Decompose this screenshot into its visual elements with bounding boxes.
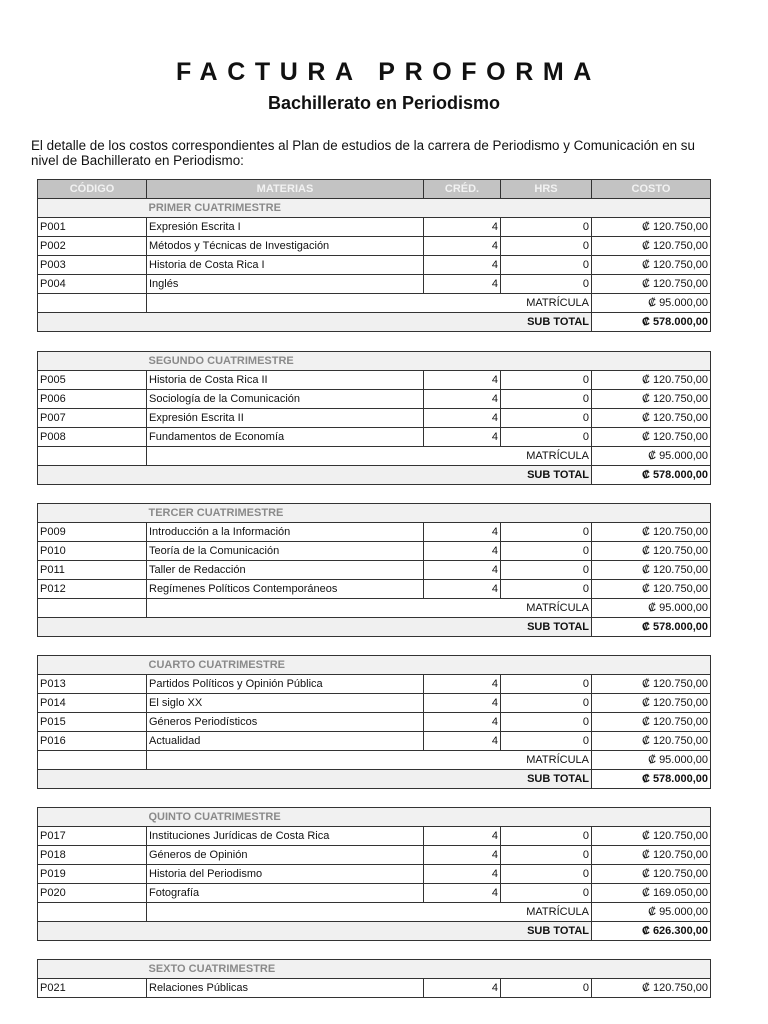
course-credits: 4 — [424, 580, 501, 599]
course-credits: 4 — [424, 561, 501, 580]
semester-title-row — [38, 960, 711, 979]
course-hours: 0 — [501, 523, 592, 542]
course-hours: 0 — [501, 409, 592, 428]
matricula-label: MATRÍCULA — [501, 447, 592, 466]
course-subject: Fotografía — [147, 884, 424, 903]
course-code: P008 — [38, 428, 147, 447]
semester-title: QUINTO CUATRIMESTRE — [147, 808, 592, 827]
course-subject: Historia de Costa Rica I — [147, 256, 424, 275]
course-row — [38, 523, 711, 542]
course-hours: 0 — [501, 542, 592, 561]
course-credits: 4 — [424, 256, 501, 275]
course-hours: 0 — [501, 865, 592, 884]
course-code: P020 — [38, 884, 147, 903]
course-cost: ₡ 120.750,00 — [592, 409, 711, 428]
matricula-label: MATRÍCULA — [501, 903, 592, 922]
course-credits: 4 — [424, 390, 501, 409]
course-code: P009 — [38, 523, 147, 542]
semester-table — [37, 351, 711, 485]
column-header-row — [38, 180, 711, 199]
course-hours: 0 — [501, 371, 592, 390]
course-cost: ₡ 120.750,00 — [592, 390, 711, 409]
course-code: P002 — [38, 237, 147, 256]
course-hours: 0 — [501, 256, 592, 275]
course-credits: 4 — [424, 218, 501, 237]
course-hours: 0 — [501, 675, 592, 694]
semester-title: TERCER CUATRIMESTRE — [147, 504, 592, 523]
course-row — [38, 713, 711, 732]
course-code: P010 — [38, 542, 147, 561]
subtotal-value: ₡ 578.000,00 — [592, 618, 711, 637]
course-code: P019 — [38, 865, 147, 884]
semester-title: CUARTO CUATRIMESTRE — [147, 656, 592, 675]
subtotal-row — [38, 618, 711, 637]
course-row — [38, 979, 711, 998]
course-credits: 4 — [424, 979, 501, 998]
course-hours: 0 — [501, 390, 592, 409]
subtotal-label: SUB TOTAL — [501, 618, 592, 637]
semester-title-row — [38, 199, 711, 218]
course-subject: Partidos Políticos y Opinión Pública — [147, 675, 424, 694]
course-row — [38, 542, 711, 561]
subtotal-label: SUB TOTAL — [501, 922, 592, 941]
course-code: P013 — [38, 675, 147, 694]
matricula-value: ₡ 95.000,00 — [592, 294, 711, 313]
course-row — [38, 237, 711, 256]
course-code: P021 — [38, 979, 147, 998]
subtotal-value: ₡ 626.300,00 — [592, 922, 711, 941]
subtotal-label: SUB TOTAL — [501, 313, 592, 332]
matricula-row — [38, 751, 711, 770]
course-code: P018 — [38, 846, 147, 865]
course-cost: ₡ 120.750,00 — [592, 371, 711, 390]
course-code: P003 — [38, 256, 147, 275]
matricula-row — [38, 447, 711, 466]
course-code: P014 — [38, 694, 147, 713]
course-code: P007 — [38, 409, 147, 428]
course-subject: Historia del Periodismo — [147, 865, 424, 884]
course-subject: Expresión Escrita II — [147, 409, 424, 428]
course-hours: 0 — [501, 580, 592, 599]
semester-title-row — [38, 352, 711, 371]
course-cost: ₡ 120.750,00 — [592, 580, 711, 599]
subtotal-row — [38, 466, 711, 485]
course-hours: 0 — [501, 846, 592, 865]
semester-table — [37, 807, 711, 941]
course-subject: Sociología de la Comunicación — [147, 390, 424, 409]
matricula-row — [38, 599, 711, 618]
course-credits: 4 — [424, 371, 501, 390]
course-subject: Instituciones Jurídicas de Costa Rica — [147, 827, 424, 846]
semester-table — [37, 503, 711, 637]
course-subject: Métodos y Técnicas de Investigación — [147, 237, 424, 256]
course-code: P015 — [38, 713, 147, 732]
semester-title-row — [38, 656, 711, 675]
intro-paragraph: El detalle de los costos correspondientes al Plan de estudios de la carrera de Periodismo y Comunicación en su nivel de Bachillerato en Periodismo: — [31, 138, 695, 168]
column-header-horas: HRS — [501, 180, 592, 199]
course-code: P004 — [38, 275, 147, 294]
course-row — [38, 846, 711, 865]
course-cost: ₡ 120.750,00 — [592, 846, 711, 865]
course-row — [38, 732, 711, 751]
course-row — [38, 561, 711, 580]
course-credits: 4 — [424, 694, 501, 713]
subtotal-value: ₡ 578.000,00 — [592, 770, 711, 789]
course-hours: 0 — [501, 218, 592, 237]
course-cost: ₡ 120.750,00 — [592, 675, 711, 694]
course-subject: Fundamentos de Economía — [147, 428, 424, 447]
course-hours: 0 — [501, 237, 592, 256]
course-hours: 0 — [501, 713, 592, 732]
course-cost: ₡ 120.750,00 — [592, 561, 711, 580]
semester-table — [37, 959, 711, 998]
semester-title-row — [38, 504, 711, 523]
semester-title: SEGUNDO CUATRIMESTRE — [147, 352, 592, 371]
course-cost: ₡ 120.750,00 — [592, 275, 711, 294]
course-row — [38, 865, 711, 884]
course-cost: ₡ 120.750,00 — [592, 732, 711, 751]
course-cost: ₡ 120.750,00 — [592, 523, 711, 542]
semester-title: PRIMER CUATRIMESTRE — [147, 199, 592, 218]
course-hours: 0 — [501, 561, 592, 580]
course-credits: 4 — [424, 827, 501, 846]
semester-title-row — [38, 808, 711, 827]
course-subject: Relaciones Públicas — [147, 979, 424, 998]
course-row — [38, 884, 711, 903]
course-row — [38, 275, 711, 294]
course-cost: ₡ 120.750,00 — [592, 865, 711, 884]
course-hours: 0 — [501, 732, 592, 751]
course-code: P005 — [38, 371, 147, 390]
course-credits: 4 — [424, 275, 501, 294]
subtotal-row — [38, 770, 711, 789]
course-hours: 0 — [501, 428, 592, 447]
course-credits: 4 — [424, 865, 501, 884]
course-credits: 4 — [424, 428, 501, 447]
course-subject: Actualidad — [147, 732, 424, 751]
course-credits: 4 — [424, 675, 501, 694]
course-hours: 0 — [501, 275, 592, 294]
subtotal-row — [38, 313, 711, 332]
matricula-label: MATRÍCULA — [501, 294, 592, 313]
course-cost: ₡ 120.750,00 — [592, 237, 711, 256]
course-credits: 4 — [424, 237, 501, 256]
course-hours: 0 — [501, 827, 592, 846]
matricula-label: MATRÍCULA — [501, 599, 592, 618]
course-row — [38, 428, 711, 447]
matricula-row — [38, 294, 711, 313]
course-code: P016 — [38, 732, 147, 751]
course-credits: 4 — [424, 409, 501, 428]
course-row — [38, 218, 711, 237]
course-subject: Taller de Redacción — [147, 561, 424, 580]
course-hours: 0 — [501, 884, 592, 903]
course-code: P011 — [38, 561, 147, 580]
course-row — [38, 827, 711, 846]
course-credits: 4 — [424, 713, 501, 732]
course-code: P006 — [38, 390, 147, 409]
matricula-value: ₡ 95.000,00 — [592, 599, 711, 618]
course-credits: 4 — [424, 523, 501, 542]
course-subject: Inglés — [147, 275, 424, 294]
document-subtitle: Bachillerato en Periodismo — [267, 93, 501, 113]
course-subject: Historia de Costa Rica II — [147, 371, 424, 390]
column-header-creditos: CRÉD. — [424, 180, 501, 199]
course-cost: ₡ 120.750,00 — [592, 218, 711, 237]
course-credits: 4 — [424, 732, 501, 751]
course-cost: ₡ 120.750,00 — [592, 256, 711, 275]
course-cost: ₡ 120.750,00 — [592, 827, 711, 846]
course-code: P017 — [38, 827, 147, 846]
column-header-codigo: CÓDIGO — [38, 180, 147, 199]
course-code: P012 — [38, 580, 147, 599]
course-credits: 4 — [424, 884, 501, 903]
subtotal-row — [38, 922, 711, 941]
course-row — [38, 675, 711, 694]
subtotal-value: ₡ 578.000,00 — [592, 466, 711, 485]
subtotal-value: ₡ 578.000,00 — [592, 313, 711, 332]
course-row — [38, 371, 711, 390]
course-cost: ₡ 120.750,00 — [592, 694, 711, 713]
semester-title: SEXTO CUATRIMESTRE — [147, 960, 592, 979]
course-hours: 0 — [501, 694, 592, 713]
course-cost: ₡ 120.750,00 — [592, 713, 711, 732]
course-row — [38, 409, 711, 428]
course-row — [38, 256, 711, 275]
document-title: FACTURA PROFORMA — [176, 58, 601, 86]
course-credits: 4 — [424, 846, 501, 865]
course-subject: Introducción a la Información — [147, 523, 424, 542]
course-cost: ₡ 120.750,00 — [592, 428, 711, 447]
course-code: P001 — [38, 218, 147, 237]
course-subject: Teoría de la Comunicación — [147, 542, 424, 561]
course-subject: Géneros Periodísticos — [147, 713, 424, 732]
subtotal-label: SUB TOTAL — [501, 770, 592, 789]
semester-table — [37, 179, 711, 332]
column-header-materias: MATERIAS — [147, 180, 424, 199]
semester-table — [37, 655, 711, 789]
course-subject: El siglo XX — [147, 694, 424, 713]
course-cost: ₡ 120.750,00 — [592, 979, 711, 998]
matricula-value: ₡ 95.000,00 — [592, 447, 711, 466]
course-cost: ₡ 120.750,00 — [592, 542, 711, 561]
course-subject: Regímenes Políticos Contemporáneos — [147, 580, 424, 599]
course-row — [38, 694, 711, 713]
course-subject: Expresión Escrita I — [147, 218, 424, 237]
column-header-costo: COSTO — [592, 180, 711, 199]
course-subject: Géneros de Opinión — [147, 846, 424, 865]
matricula-label: MATRÍCULA — [501, 751, 592, 770]
matricula-row — [38, 903, 711, 922]
subtotal-label: SUB TOTAL — [501, 466, 592, 485]
matricula-value: ₡ 95.000,00 — [592, 751, 711, 770]
course-row — [38, 580, 711, 599]
course-hours: 0 — [501, 979, 592, 998]
course-row — [38, 390, 711, 409]
course-cost: ₡ 169.050,00 — [592, 884, 711, 903]
matricula-value: ₡ 95.000,00 — [592, 903, 711, 922]
course-credits: 4 — [424, 542, 501, 561]
